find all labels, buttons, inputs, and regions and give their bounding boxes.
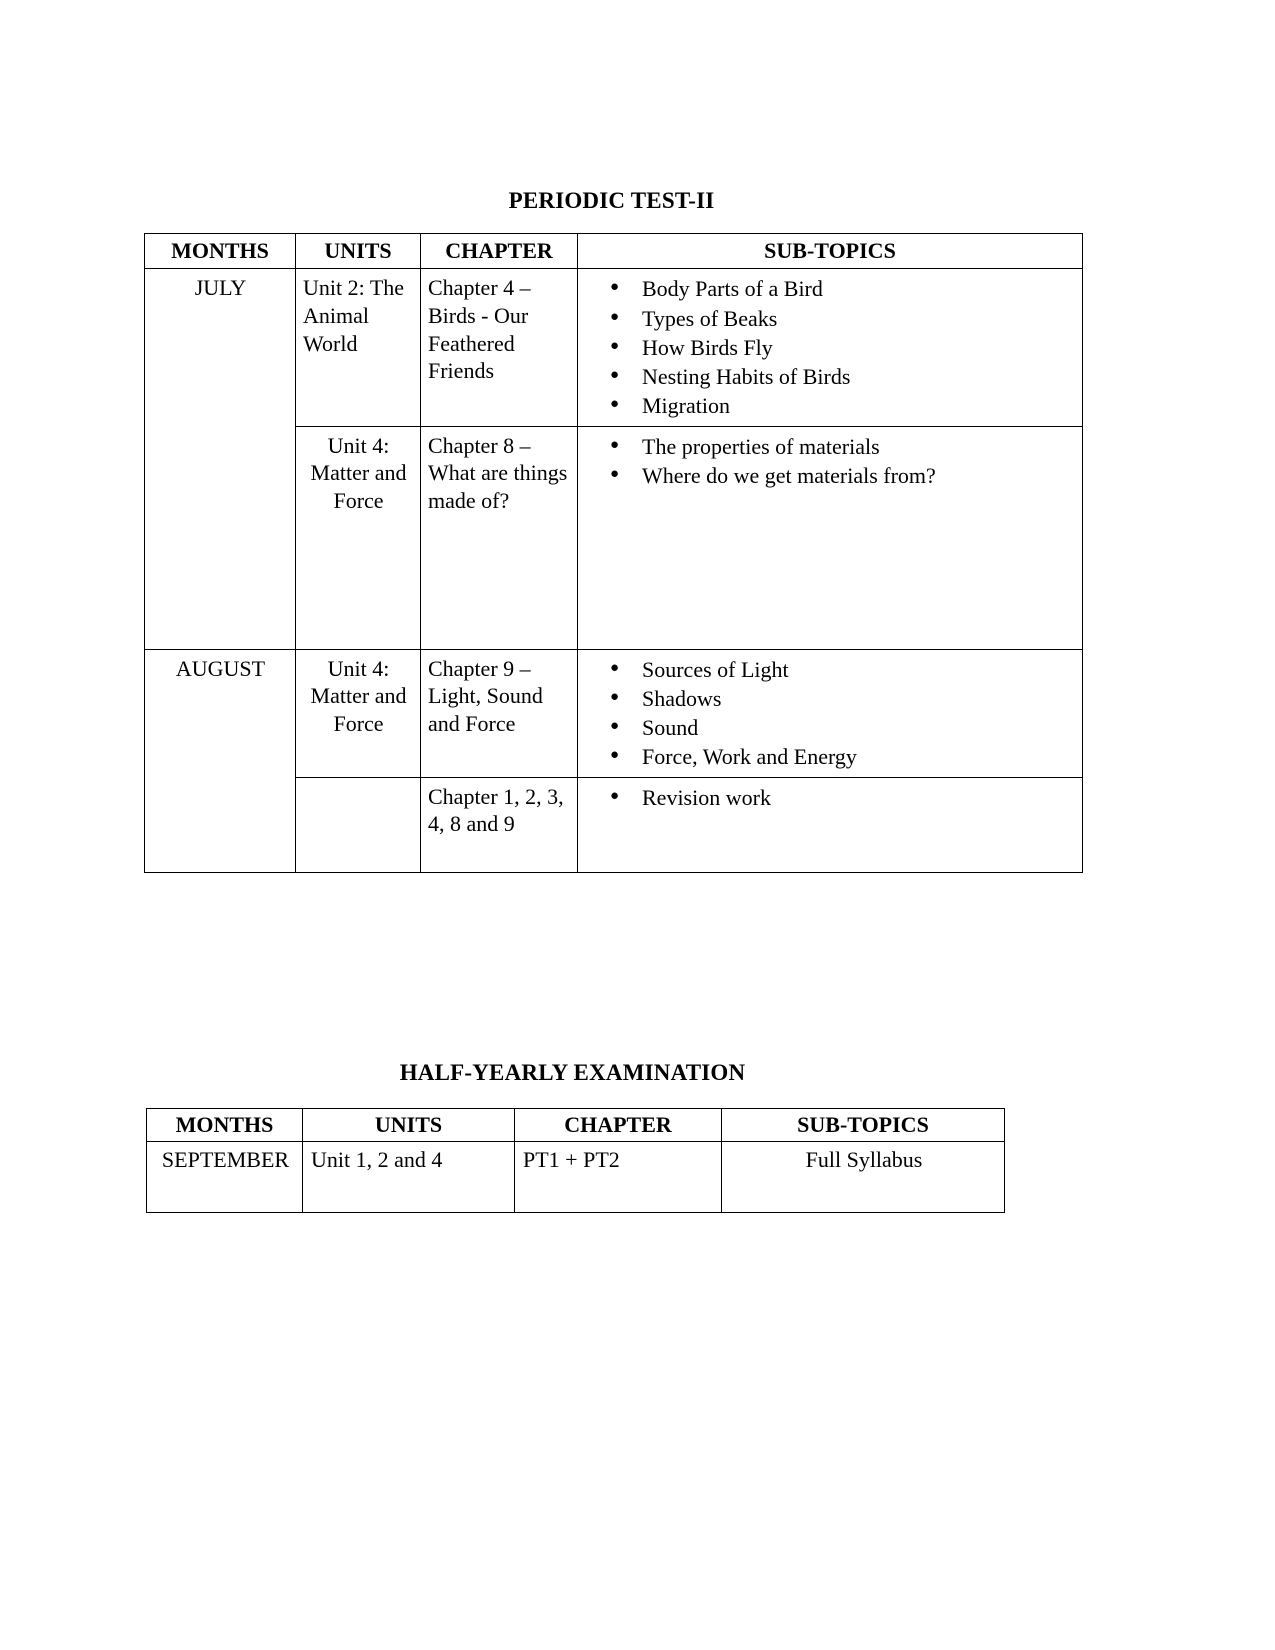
cell-unit-row3: Unit 4: Matter and Force xyxy=(296,649,421,777)
header-months: MONTHS xyxy=(145,234,296,269)
cell-chapter-row4: Chapter 1, 2, 3, 4, 8 and 9 xyxy=(421,777,578,872)
cell-chapter-september: PT1 + PT2 xyxy=(515,1142,722,1213)
cell-chapter-row2: Chapter 8 – What are things made of? xyxy=(421,426,578,649)
periodic-test-table xyxy=(144,233,1083,873)
cell-unit-september: Unit 1, 2 and 4 xyxy=(303,1142,515,1213)
table-row xyxy=(145,649,1083,777)
header-units: UNITS xyxy=(303,1109,515,1142)
cell-unit-row4 xyxy=(296,777,421,872)
list-item: ● Shadows xyxy=(585,684,1076,713)
cell-subtopics-september: Full Syllabus xyxy=(722,1142,1005,1213)
table-row xyxy=(147,1142,1005,1213)
list-item: ● Revision work xyxy=(585,783,1076,812)
cell-subtopics-row4 xyxy=(578,777,1083,872)
cell-subtopics-row3 xyxy=(578,649,1083,777)
list-item: ● Nesting Habits of Birds xyxy=(585,362,1076,391)
header-chapter: CHAPTER xyxy=(421,234,578,269)
cell-month-july: JULY xyxy=(145,269,296,649)
half-yearly-title: HALF-YEARLY EXAMINATION xyxy=(399,1060,746,1085)
header-units: UNITS xyxy=(296,234,421,269)
table-row xyxy=(145,269,1083,426)
cell-unit-row1: Unit 2: The Animal World xyxy=(296,269,421,426)
list-item: ● How Birds Fly xyxy=(585,333,1076,362)
header-subtopics: SUB-TOPICS xyxy=(578,234,1083,269)
subtopic-list xyxy=(585,432,1076,491)
list-item: ● Migration xyxy=(585,391,1076,420)
periodic-test-title: PERIODIC TEST-II xyxy=(508,188,715,213)
list-item: ● Body Parts of a Bird xyxy=(585,274,1076,303)
cell-subtopics-row1 xyxy=(578,269,1083,426)
header-subtopics: SUB-TOPICS xyxy=(722,1109,1005,1142)
table-header-row xyxy=(145,234,1083,269)
list-item: ● The properties of materials xyxy=(585,432,1076,461)
cell-month-september: SEPTEMBER xyxy=(147,1142,303,1213)
list-item: ● Types of Beaks xyxy=(585,304,1076,333)
header-chapter: CHAPTER xyxy=(515,1109,722,1142)
list-item: ● Where do we get materials from? xyxy=(585,461,1076,490)
half-yearly-table xyxy=(146,1108,1005,1213)
cell-subtopics-row2 xyxy=(578,426,1083,649)
cell-chapter-row1: Chapter 4 – Birds - Our Feathered Friends xyxy=(421,269,578,426)
cell-month-august: AUGUST xyxy=(145,649,296,872)
list-item: ● Force, Work and Energy xyxy=(585,742,1076,771)
table-header-row xyxy=(147,1109,1005,1142)
header-months: MONTHS xyxy=(147,1109,303,1142)
subtopic-list xyxy=(585,655,1076,772)
list-item: ● Sound xyxy=(585,713,1076,742)
subtopic-list xyxy=(585,783,1076,812)
subtopic-list xyxy=(585,274,1076,420)
cell-chapter-row3: Chapter 9 – Light, Sound and Force xyxy=(421,649,578,777)
list-item: ● Sources of Light xyxy=(585,655,1076,684)
cell-unit-row2: Unit 4: Matter and Force xyxy=(296,426,421,649)
